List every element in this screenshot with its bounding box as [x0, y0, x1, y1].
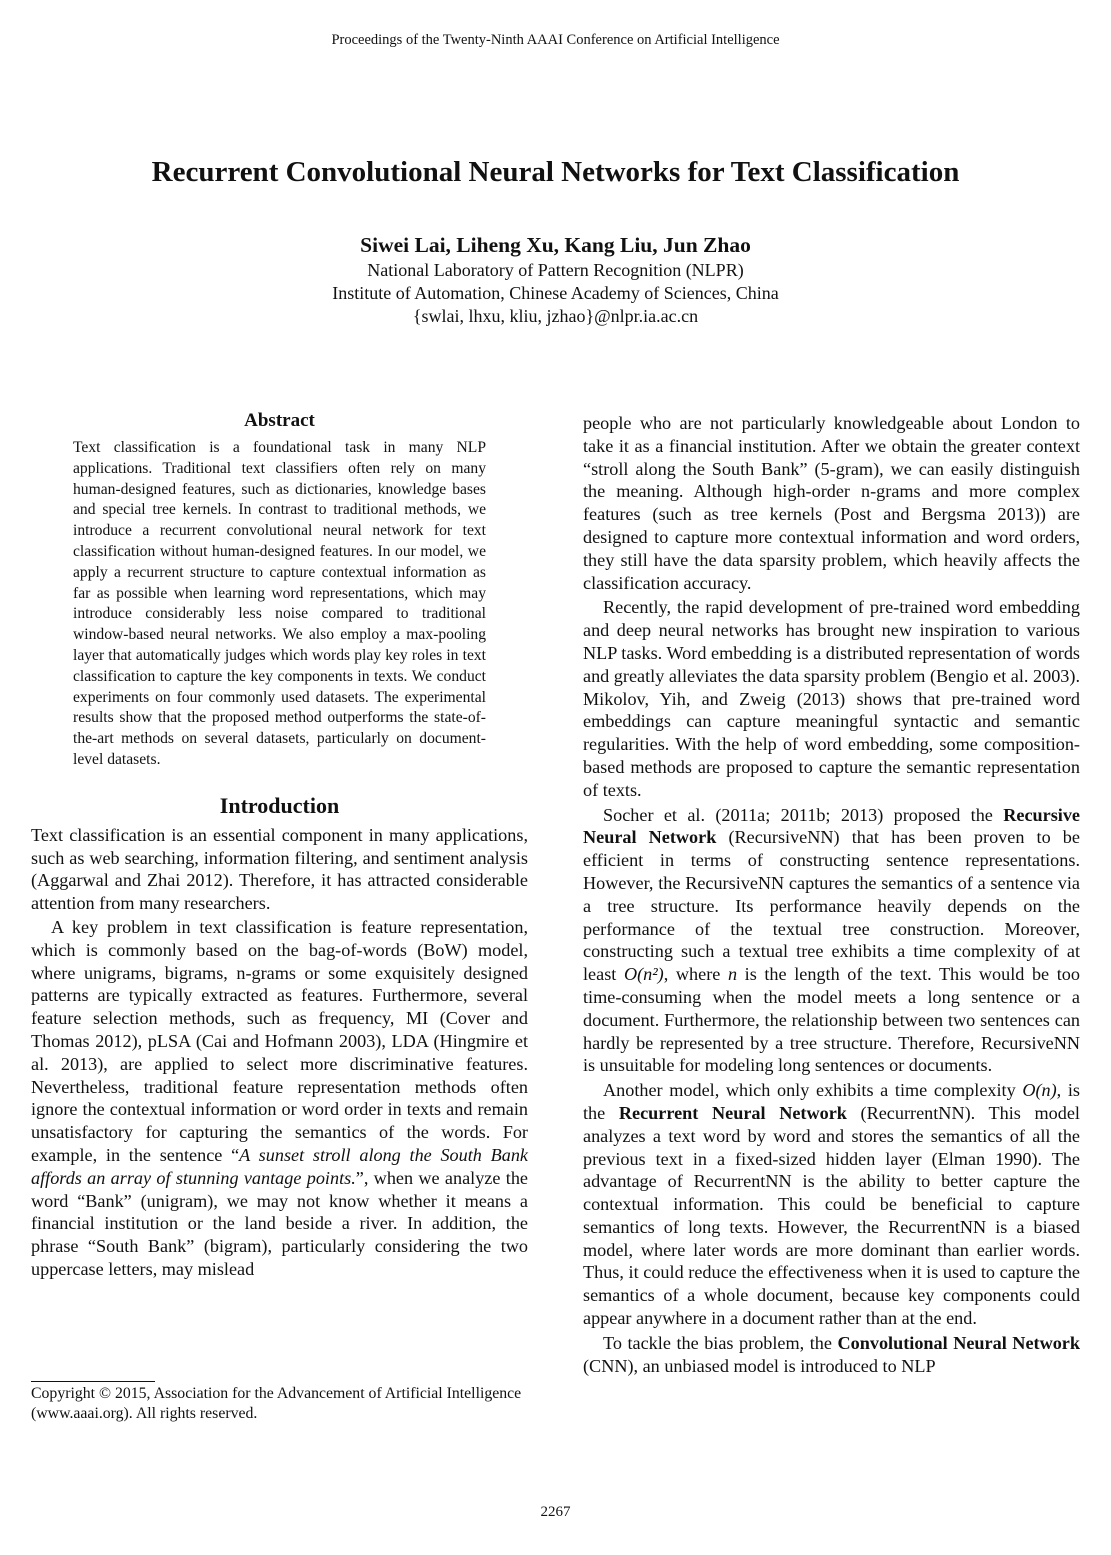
intro-paragraph-3: Recently, the rapid development of pre-trained word embedding and deep neural networks has brought new inspiration to various NLP tasks. Word embedding is a distributed representation of words and greatly alleviates the data sparsity problem (Bengio et al. 2003). Mikolov, Yih, and Zweig (2013) shows that pre-trained word embeddings can capture meaningful syntactic and semantic regularities. With the help of word embedding, some composition-based methods are proposed to capture the semantic representation of texts. [583, 597, 1080, 800]
p4-text-b: (RecursiveNN) that has been proven to be efficient in terms of constructing sentence representations. However, the RecursiveNN captures the semantics of a sentence via a tree structure. Its performance heavily depends on the performance of the textual tree construction. Moreover, constructing such a textual tree exhibits a time complexity of at least [583, 827, 1080, 985]
page-number: 2267 [540, 1504, 571, 1520]
affiliation-institute: Institute of Automation, Chinese Academy of Sciences, China [332, 283, 779, 303]
p5-text-b: , is the [583, 1080, 1080, 1123]
intro-paragraph-5 [583, 1079, 1080, 1330]
intro-paragraph-2 [31, 916, 528, 1281]
intro-paragraph-2-text-b: ”, when we analyze the word “Bank” (unigram), we may not know whether it means a financial institution or the land beside a river. In addition, the phrase “South Bank” (bigram), particularly considering the two uppercase letters, may mislead [31, 1167, 528, 1279]
footnote-rule [31, 1381, 155, 1382]
paper-title: Recurrent Convolutional Neural Networks for Text Classification [151, 156, 960, 188]
math-complexity-n: O(n) [1022, 1080, 1057, 1101]
left-column [31, 409, 528, 1281]
abstract-heading: Abstract [244, 410, 315, 431]
term-recursive-nn: Recursive Neural Network [583, 804, 1080, 848]
example-sentence: A sunset stroll along the South Bank affords an array of stunning vantage points. [31, 1144, 528, 1188]
term-cnn: Convolutional Neural Network [837, 1332, 1080, 1353]
intro-paragraph-2-continued: people who are not particularly knowledgeable about London to take it as a financial institution. After we obtain the greater context “stroll along the South Bank” (5-gram), we can easily distinguish the meaning. Although high-order n-grams and more complex features (such as tree kernels (Post and Bergsma 2013)) are designed to capture more contextual information and word orders, they still have the data sparsity problem, which heavily affects the classification accuracy. [583, 413, 1080, 593]
author-list: Siwei Lai, Liheng Xu, Kang Liu, Jun Zhao [360, 233, 751, 257]
p6-text-a: To tackle the bias problem, the [603, 1332, 838, 1353]
affiliation-lab: National Laboratory of Pattern Recognition (NLPR) [367, 260, 744, 280]
right-column [583, 412, 1080, 1377]
intro-paragraph-2-text-a: A key problem in text classification is feature representation, which is commonly based on the bag-of-words (BoW) model, where unigrams, bigrams, n-grams or some exquisitely designed patterns are typically extracted as features. Furthermore, several feature selection methods, such as frequency, MI (Cover and Thomas 2012), pLSA (Cai and Hofmann 2003), LDA (Hingmire et al. 2013), are applied to select more discriminative features. Nevertheless, traditional feature representation methods often ignore the contextual information or word order in texts and remain unsatisfactory for capturing the semantics of the words. For example, in the sentence “ [31, 916, 528, 1165]
p4-text-d: is the length of the text. This would be too time-consuming when the model meets a long sentence or a document. Furthermore, the relationship between two sentences can hardly be represented by a tree structure. Therefore, RecursiveNN is unsuitable for modeling long sentences or documents. [583, 964, 1080, 1076]
intro-paragraph-4 [583, 804, 1080, 1078]
intro-paragraph-1: Text classification is an essential component in many applications, such as web searching, information filtering, and sentiment analysis (Aggarwal and Zhai 2012). Therefore, it has attracted considerable attention from many researchers. [31, 824, 528, 914]
proceedings-header: Proceedings of the Twenty-Ninth AAAI Conference on Artificial Intelligence [331, 32, 780, 48]
p5-text-c: (RecurrentNN). This model analyzes a text word by word and stores the semantics of all the previous text in a fixed-sized hidden layer (Elman 1990). The advantage of RecurrentNN is the ability to better capture the contextual information. This could be beneficial to capture semantics of long texts. However, the RecurrentNN is a biased model, where later words are more dominant than earlier words. Thus, it could reduce the effectiveness when it is used to capture the semantics of a whole document, because key components could appear anywhere in a document rather than at the end. [583, 1102, 1080, 1329]
intro-paragraph-6 [583, 1332, 1080, 1378]
abstract-text: Text classification is a foundational task in many NLP applications. Traditional text classifiers often rely on many human-designed features, such as dictionaries, knowledge bases and special tree kernels. In contrast to traditional methods, we introduce a recurrent convolutional neural network for text classification without human-designed features. In our model, we apply a recurrent structure to capture contextual information as far as possible when learning word representations, which may introduce considerably less noise compared to traditional window-based neural networks. We also employ a max-pooling layer that automatically judges which words play key roles in text classification to capture the key components in texts. We conduct experiments on four commonly used datasets. The experimental results show that the proposed method outperforms the state-of-the-art methods on several datasets, particularly on document-level datasets. [73, 439, 486, 768]
p6-text-b: (CNN), an unbiased model is introduced to NLP [583, 1355, 936, 1376]
author-emails: {swlai, lhxu, kliu, jzhao}@nlpr.ia.ac.cn [412, 306, 699, 326]
math-complexity-n-squared: O(n²) [623, 964, 664, 985]
p4-text-c: , where [663, 964, 728, 985]
copyright-footnote: Copyright © 2015, Association for the Advancement of Artificial Intelligence (www.aaai.org). All rights reserved. [31, 1385, 522, 1422]
term-recurrent-nn: Recurrent Neural Network [618, 1102, 847, 1123]
introduction-heading: Introduction [219, 792, 340, 818]
math-n: n [727, 964, 738, 985]
p5-text-a: Another model, which only exhibits a time complexity [603, 1080, 1023, 1101]
p4-text-a: Socher et al. (2011a; 2011b; 2013) proposed the [603, 804, 1004, 825]
